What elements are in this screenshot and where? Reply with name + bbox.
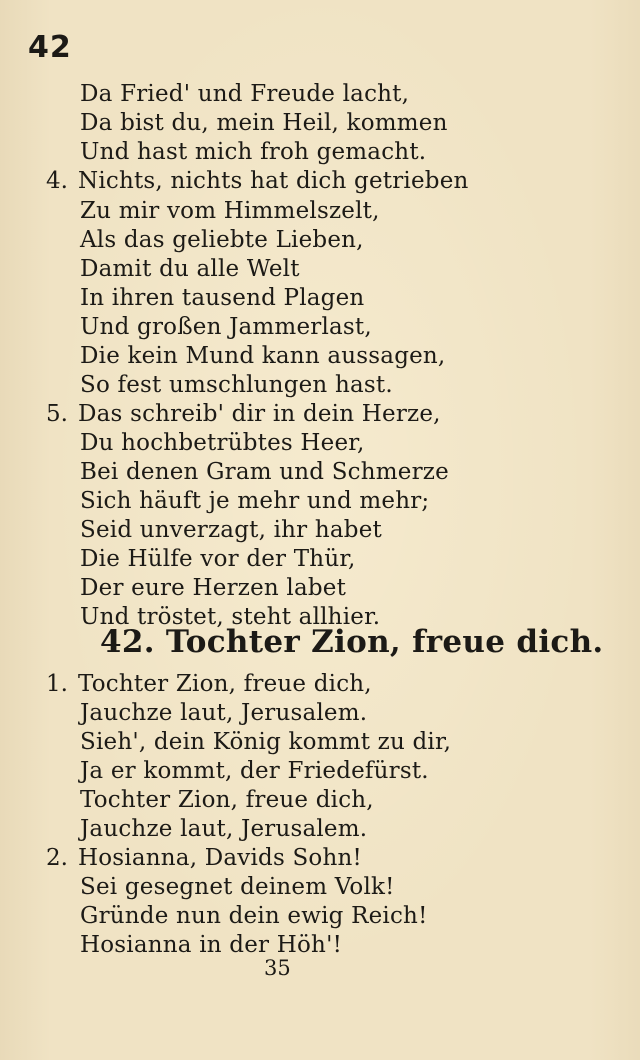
- hymn-42-title: 42. Tochter Zion, freue dich.: [100, 624, 604, 660]
- h42-verse-2-line-4: Hosianna in der Höh'!: [80, 932, 343, 958]
- h42-verse-2-number: 2.: [46, 845, 68, 871]
- verse-4-line-6: Und großen Jammerlast,: [80, 314, 372, 340]
- h42-verse-1-line-2: Jauchze laut, Jerusalem.: [80, 700, 368, 726]
- h42-verse-2-line-1: Hosianna, Davids Sohn!: [78, 845, 362, 871]
- verse-4-line-2: Zu mir vom Himmelszelt,: [80, 198, 380, 224]
- h42-verse-1-line-4: Ja er kommt, der Friedefürst.: [80, 758, 429, 784]
- h42-verse-2-line-2: Sei gesegnet deinem Volk!: [80, 874, 395, 900]
- continuation-line-2: Da bist du, mein Heil, kommen: [80, 110, 448, 136]
- h42-verse-1-line-5: Tochter Zion, freue dich,: [80, 787, 374, 813]
- running-hymn-number: 42: [28, 30, 72, 65]
- verse-4-line-4: Damit du alle Welt: [80, 256, 300, 282]
- verse-4-number: 4.: [46, 168, 68, 194]
- verse-5-line-4: Sich häuft je mehr und mehr;: [80, 488, 430, 514]
- verse-4-line-5: In ihren tausend Plagen: [80, 285, 365, 311]
- h42-verse-1-line-6: Jauchze laut, Jerusalem.: [80, 816, 368, 842]
- h42-verse-2-line-3: Gründe nun dein ewig Reich!: [80, 903, 428, 929]
- continuation-line-3: Und hast mich froh gemacht.: [80, 139, 427, 165]
- page-number: 35: [264, 956, 291, 980]
- verse-4-line-8: So fest umschlungen hast.: [80, 372, 393, 398]
- continuation-line-1: Da Fried' und Freude lacht,: [80, 81, 410, 107]
- verse-4-line-3: Als das geliebte Lieben,: [80, 227, 364, 253]
- h42-verse-1-number: 1.: [46, 671, 68, 697]
- verse-5-number: 5.: [46, 401, 68, 427]
- h42-verse-1-line-1: Tochter Zion, freue dich,: [78, 671, 372, 697]
- verse-4-line-7: Die kein Mund kann aussagen,: [80, 343, 446, 369]
- verse-5-line-3: Bei denen Gram und Schmerze: [80, 459, 449, 485]
- h42-verse-1-line-3: Sieh', dein König kommt zu dir,: [80, 729, 452, 755]
- verse-5-line-5: Seid unverzagt, ihr habet: [80, 517, 382, 543]
- verse-5-line-8: Und tröstet, steht allhier.: [80, 604, 381, 630]
- verse-5-line-7: Der eure Herzen labet: [80, 575, 347, 601]
- verse-5-line-6: Die Hülfe vor der Thür,: [80, 546, 356, 572]
- verse-5-line-1: Das schreib' dir in dein Herze,: [78, 401, 441, 427]
- verse-5-line-2: Du hochbetrübtes Heer,: [80, 430, 365, 456]
- verse-4-line-1: Nichts, nichts hat dich getrieben: [78, 168, 469, 194]
